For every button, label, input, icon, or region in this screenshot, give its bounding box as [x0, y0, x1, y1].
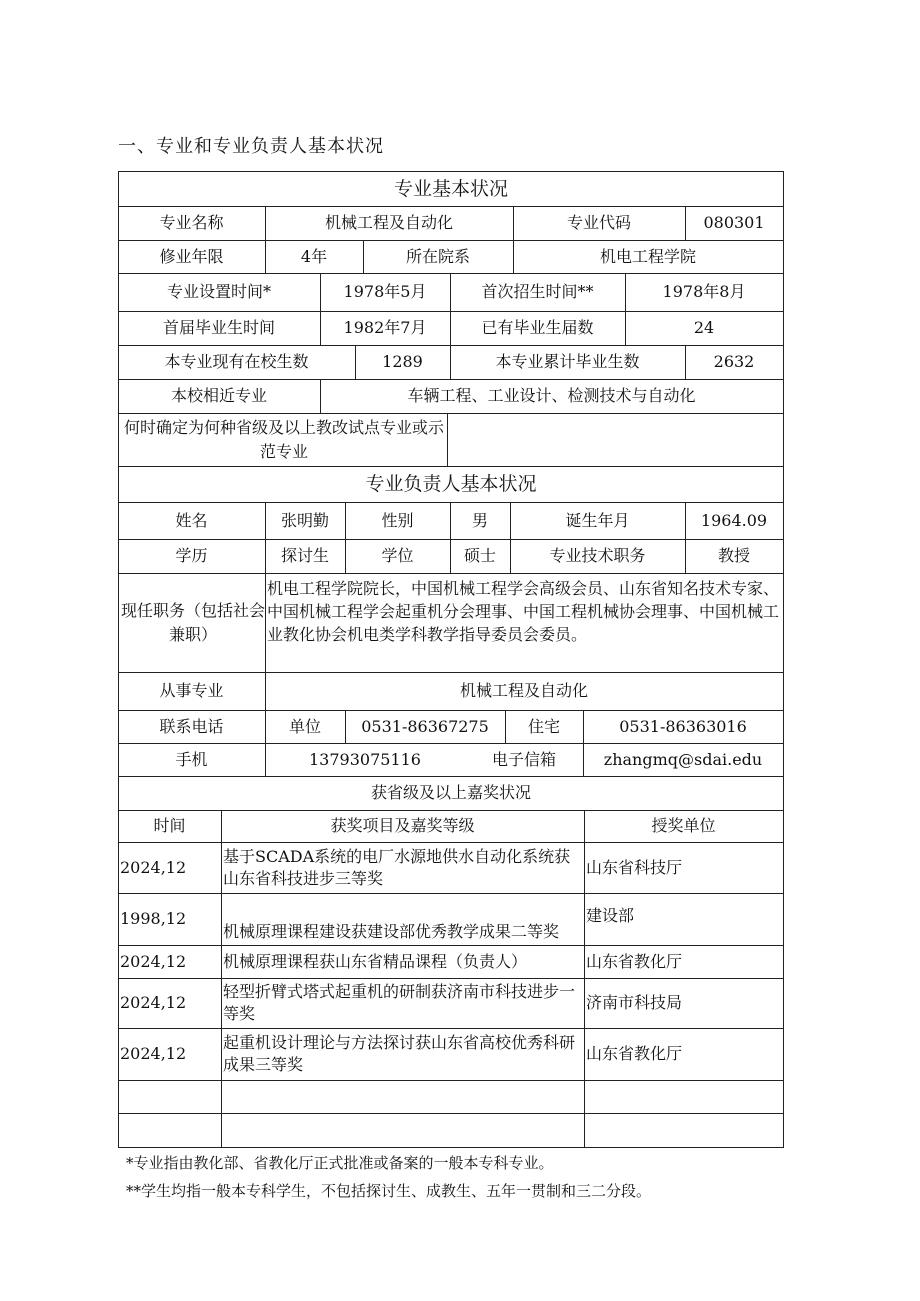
table-row-unit: 山东省教化厅 — [586, 951, 683, 971]
total-grad-value: 2632 — [713, 352, 755, 371]
table-row-time: 2024,12 — [120, 1044, 187, 1063]
grad-classes-value: 24 — [693, 318, 715, 337]
pilot-label: 何时确定为何种省级及以上教改试点专业或示范专业 — [123, 417, 444, 461]
table-row-item: 轻型折臂式塔式起重机的研制获济南市科技进步一等奖 — [223, 982, 576, 1023]
field-value: 机械工程及自动化 — [459, 681, 588, 700]
job-title-value: 教授 — [717, 546, 750, 565]
dept-value: 机电工程学院 — [599, 246, 696, 266]
awards-header-time: 时间 — [153, 816, 186, 835]
leader-section-title: 专业负责人基本状况 — [365, 473, 537, 495]
footnote-1: *专业指由教化部、省教化厅正式批准或备案的一般本专科专业。 — [126, 1154, 554, 1172]
awards-section-title: 获省级及以上嘉奖状况 — [370, 783, 531, 802]
duties-label: 现任职务（包括社会兼职） — [121, 600, 266, 644]
current-students-label: 本专业现有在校生数 — [164, 352, 309, 371]
table-row-time: 2024,12 — [120, 993, 187, 1012]
setup-value: 1978年5月 — [343, 282, 427, 301]
office-label: 单位 — [288, 716, 321, 736]
related-majors-label: 本校相近专业 — [170, 386, 267, 405]
years-value: 4年 — [300, 246, 328, 266]
table-row-item: 机械原理课程建设获建设部优秀教学成果二等奖 — [223, 922, 560, 941]
pilot-value — [447, 413, 783, 466]
home-phone-value: 0531-86363016 — [619, 716, 747, 736]
table-row-item: 机械原理课程获山东省精品课程（负责人） — [223, 951, 528, 971]
table-row-unit: 山东省教化厅 — [586, 1044, 683, 1063]
leader-name-value: 张明勤 — [280, 510, 329, 530]
leader-name-label: 姓名 — [175, 510, 208, 530]
gender-value: 男 — [471, 510, 488, 530]
grad-classes-label: 已有毕业生届数 — [481, 318, 594, 337]
table-row-time: 2024,12 — [120, 951, 187, 971]
current-students-value: 1289 — [382, 352, 423, 371]
table-row-unit: 建设部 — [586, 906, 635, 925]
awards-header-unit: 授奖单位 — [651, 816, 716, 835]
dept-label: 所在院系 — [405, 246, 470, 266]
table-row-item: 起重机设计理论与方法探讨获山东省高校优秀科研成果三等奖 — [223, 1033, 576, 1074]
gender-label: 性别 — [381, 510, 414, 530]
total-grad-label: 本专业累计毕业生数 — [495, 352, 640, 371]
awards-header-item: 获奖项目及嘉奖等级 — [330, 816, 475, 835]
education-label: 学历 — [175, 546, 208, 565]
birth-label: 诞生年月 — [565, 510, 630, 530]
major-name-value: 机械工程及自动化 — [324, 213, 453, 232]
table-row-unit: 山东省科技厅 — [586, 857, 683, 877]
table-row-unit: 济南市科技局 — [586, 993, 683, 1012]
major-name-label: 专业名称 — [159, 213, 224, 232]
related-majors-value: 车辆工程、工业设计、检测技术与自动化 — [407, 386, 696, 405]
major-section-title: 专业基本状况 — [393, 177, 508, 200]
first-grad-label: 首届毕业生时间 — [162, 318, 275, 337]
office-phone-value: 0531-86367275 — [361, 716, 489, 736]
major-code-value: 080301 — [703, 213, 765, 232]
footnote-2: **学生均指一般本专科学生，不包括探讨生、成教生、五年一贯制和三二分段。 — [126, 1182, 652, 1200]
table-row-item: 基于SCADA系统的电厂水源地供水自动化系统获山东省科技进步三等奖 — [223, 846, 571, 888]
home-label: 住宅 — [527, 716, 560, 736]
birth-value: 1964.09 — [700, 510, 768, 530]
phone-label: 联系电话 — [159, 716, 224, 736]
duties-value: 机电工程学院院长，中国机械工程学会高级会员、山东省知名技术专家、中国机械工程学会起重机分会理事、中国工程机械协会理事、中国机械工业教化协会机电类学科教学指导委员会委员。 — [267, 579, 780, 644]
degree-value: 硕士 — [463, 546, 496, 565]
mobile-label: 手机 — [175, 749, 208, 769]
degree-label: 学位 — [381, 546, 414, 565]
first-grad-value: 1982年7月 — [343, 318, 427, 337]
years-label: 修业年限 — [159, 246, 224, 266]
mobile-value: 13793075116 — [309, 749, 421, 769]
email-label: 电子信箱 — [491, 749, 556, 769]
education-value: 探讨生 — [280, 546, 329, 565]
field-label: 从事专业 — [159, 681, 224, 700]
section-heading: 一、专业和专业负责人基本状况 — [118, 136, 384, 157]
major-code-label: 专业代码 — [566, 213, 631, 232]
table-row-time: 1998,12 — [120, 909, 187, 928]
email-value: zhangmq@sdai.edu — [603, 749, 763, 769]
enroll-label: 首次招生时间** — [481, 282, 594, 301]
enroll-value: 1978年8月 — [662, 282, 746, 301]
table-row-time: 2024,12 — [120, 857, 187, 877]
setup-label: 专业设置时间* — [166, 282, 271, 301]
job-title-label: 专业技术职务 — [549, 546, 646, 565]
